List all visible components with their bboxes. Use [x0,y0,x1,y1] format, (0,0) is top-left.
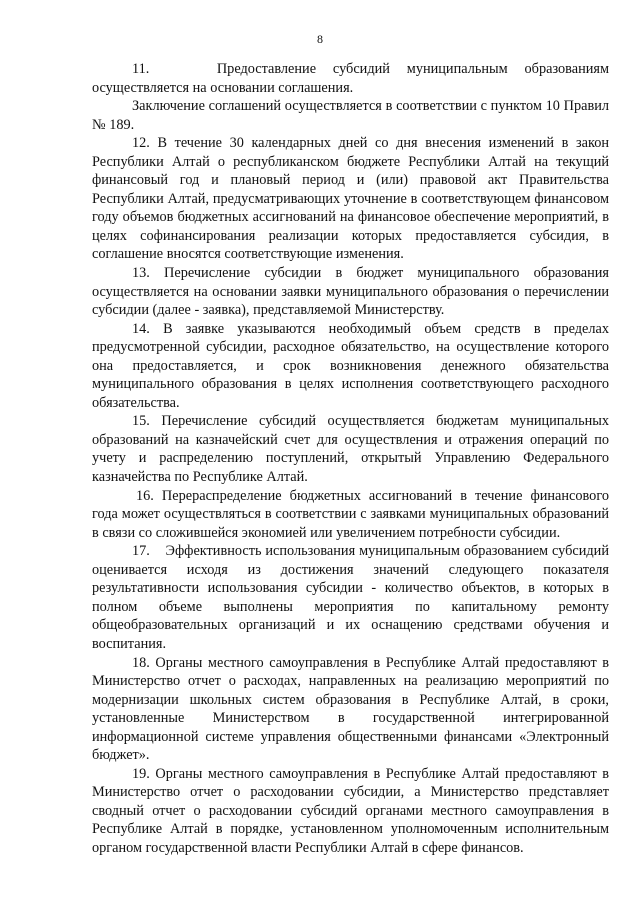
paragraph-12: 12. В течение 30 календарных дней со дня внесения изменений в закон Республики Алтай о республиканском бюджете Республики Алтай на текущий финансовый год и плановый период и (или) правовой акт Правительства Республики Алтай, предусматривающих уточнение в соответствующем финансовом году объемов бюджетных ассигнований на финансовое обеспечение мероприятий, в целях софинансирования реализации которых предоставляется субсидия, в соглашение вносятся соответствующие изменения. [92,135,609,263]
paragraph-17: 17. Эффективность использования муниципальным образованием субсидий оценивается исходя из достижения значений следующего показателя результативности использования субсидии - количество объектов, в которых в полном объеме выполнены мероприятия по капитальному ремонту общеобразовательных организаций и их оснащению средствами обучения и воспитания. [92,543,609,652]
paragraph-14: 14. В заявке указываются необходимый объем средств в пределах предусмотренной субсидии, расходное обязательство, на осуществление которого она предоставляется, и срок возникновения денежного обязательства муниципального образования в целях исполнения соответствующего расходного обязательства. [92,320,609,411]
paragraph-16: 16. Перераспределение бюджетных ассигнований в течение финансового года может осуществляться в соответствии с заявками муниципальных образований в связи со сложившейся экономией или увеличением потребности субсидии. [92,487,609,541]
document-body [92,60,609,858]
paragraph-18: 18. Органы местного самоуправления в Республике Алтай предоставляют в Министерство отчет о расходах, направленных на реализацию мероприятий по модернизации школьных систем образования в Республике Алтай, в сроки, установленные Министерством в государственной интегрированной информационной системе управления общественными финансами «Электронный бюджет». [92,654,609,764]
paragraph-19: 19. Органы местного самоуправления в Республике Алтай предоставляют в Министерство отчет о расходовании субсидии, а Министерство представляет сводный отчет о расходовании субсидий органами местного самоуправления в Республике Алтай в порядке, установленном уполномоченным исполнительным органом государственной власти Республики Алтай в сфере финансов. [92,765,609,856]
paragraph-13: 13. Перечисление субсидии в бюджет муниципального образования осуществляется на основании заявки муниципального образования о перечислении субсидии (далее - заявка), представляемой Министерству. [92,265,609,319]
paragraph-11-continuation: Заключение соглашений осуществляется в соответствии с пунктом 10 Правил № 189. [92,98,609,133]
paragraph-11: 11. Предоставление субсидий муниципальным образованиям осуществляется на основании соглашения. [92,61,609,96]
paragraph-15: 15. Перечисление субсидий осуществляется бюджетам муниципальных образований на казначейский счет для осуществления и отражения операций по учету и распределению поступлений, открытый Управлению Федерального казначейства по Республике Алтай. [92,413,609,486]
page-number: 8 [317,32,323,46]
